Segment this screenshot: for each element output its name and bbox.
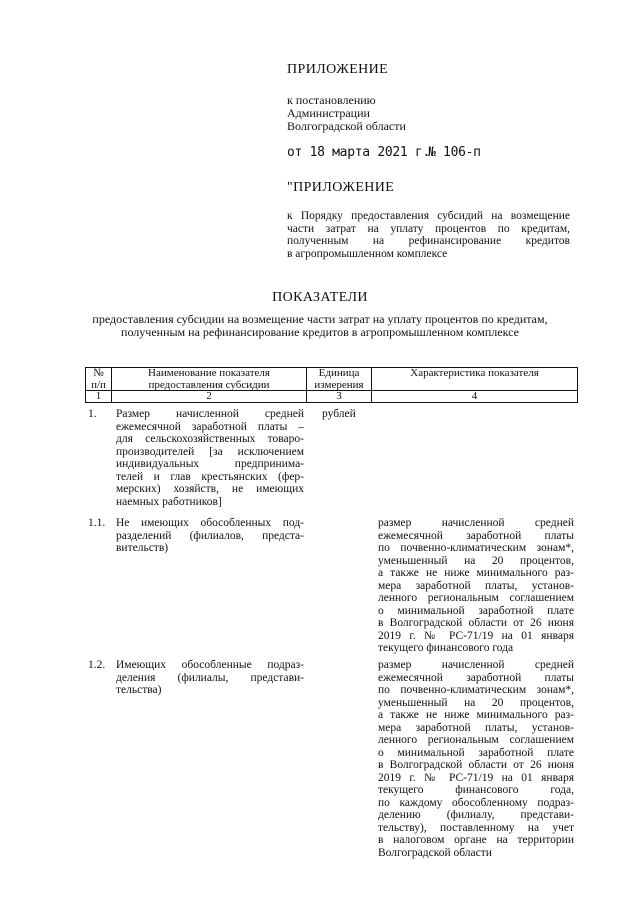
row-indicator-name xyxy=(116,517,304,555)
characteristic-line: а также не ниже минимального раз- xyxy=(378,567,574,579)
characteristic-line: по каждому обособленному подраз- xyxy=(378,796,574,809)
header-unit-label: измерения xyxy=(314,378,364,391)
name-line: индивидуальных предпринима- xyxy=(116,458,304,470)
row-unit: рублей xyxy=(322,408,356,420)
appendix2-title: "ПРИЛОЖЕНИЕ xyxy=(287,180,395,195)
appendix2-line: к Порядку предоставления субсидий на возмещение xyxy=(287,210,570,222)
header-number-label: № xyxy=(93,367,104,379)
characteristic-line: Волгоградской области xyxy=(378,846,492,859)
appendix-number: № 106-п xyxy=(428,145,481,160)
appendix2-line: в агропромышленном комплексе xyxy=(287,247,448,260)
characteristic-line: 2019 г. № РС-71/19 на 01 января xyxy=(378,629,574,642)
characteristic-line: тельству), поставленному на учет xyxy=(378,821,574,834)
characteristic-line: ленного региональным соглашением xyxy=(378,734,574,746)
characteristic-line: размер начисленной средней xyxy=(378,659,574,671)
row-indicator-name xyxy=(116,408,304,508)
heading-subtitle-line2: полученным на рефинансирование кредитов в агропромышленном комплексе xyxy=(121,325,519,339)
characteristic-line: в Волгоградской области от 26 июня xyxy=(378,617,574,629)
name-line: наемных работников] xyxy=(116,495,222,508)
characteristic-line: о минимальной заработной плате xyxy=(378,746,574,759)
name-line: Имеющих обособленные подраз- xyxy=(116,659,304,671)
characteristic-line: текущего финансового года xyxy=(378,642,514,654)
appendix-region-line: Волгоградской области xyxy=(287,119,406,133)
appendix-decree-line: к постановлению xyxy=(287,93,376,107)
name-line: для сельскохозяйственных товаро- xyxy=(116,433,304,445)
characteristic-line: а также не ниже минимального раз- xyxy=(378,709,574,721)
document-heading: ПОКАЗАТЕЛИ xyxy=(272,290,368,305)
row-number: 1.2. xyxy=(88,659,106,671)
name-line: телей и глав крестьянских (фер- xyxy=(116,470,304,483)
appendix-date: от 18 марта 2021 г. xyxy=(287,145,431,160)
row-number: 1.1. xyxy=(88,517,106,529)
characteristic-line: по почвенно-климатическим зонам*, xyxy=(378,684,574,696)
characteristic-line: ежемесячной заработной платы xyxy=(378,529,574,542)
characteristic-line: о минимальной заработной плате xyxy=(378,604,574,617)
characteristic-line: ежемесячной заработной платы xyxy=(378,671,574,684)
characteristic-line: размер начисленной средней xyxy=(378,517,574,529)
appendix-title: ПРИЛОЖЕНИЕ xyxy=(287,62,389,77)
name-line: ежемесячной заработной платы – xyxy=(116,420,304,433)
column-number-cell: 2 xyxy=(111,390,307,403)
characteristic-line: по почвенно-климатическим зонам*, xyxy=(378,542,574,554)
name-line: разделений (филиалов, предста- xyxy=(116,529,304,542)
name-line: вительств) xyxy=(116,542,169,554)
header-cell-characteristic xyxy=(371,367,578,391)
header-number-label: п/п xyxy=(91,378,106,391)
header-name-label: Наименование показателя xyxy=(148,367,270,379)
characteristic-line: ленного региональным соглашением xyxy=(378,592,574,604)
header-cell-unit xyxy=(306,367,372,391)
characteristic-line: мера заработной платы, установ- xyxy=(378,579,574,592)
row-number: 1. xyxy=(88,408,97,420)
name-line: Размер начисленной средней xyxy=(116,408,304,420)
column-number-cell: 1 xyxy=(85,390,112,403)
row-characteristic xyxy=(378,517,574,655)
appendix2-line: полученным на рефинансирование кредитов xyxy=(287,235,570,247)
header-cell-number xyxy=(85,367,112,391)
name-line: мерских) хозяйств, не имеющих xyxy=(116,483,304,495)
header-unit-label: Единица xyxy=(318,367,360,379)
characteristic-line: уменьшенный на 20 процентов, xyxy=(378,554,574,567)
characteristic-line: мера заработной платы, установ- xyxy=(378,721,574,734)
column-number-cell: 4 xyxy=(371,390,578,403)
name-line: деления (филиалы, представи- xyxy=(116,671,304,684)
header-cell-name xyxy=(111,367,307,391)
appendix-admin-line: Администрации xyxy=(287,106,370,120)
characteristic-line: в Волгоградской области от 26 июня xyxy=(378,759,574,771)
header-characteristic-label: Характеристика показателя xyxy=(410,367,539,379)
heading-subtitle-line1: предоставления субсидии на возмещение части затрат на уплату процентов по кредитам, xyxy=(92,312,548,326)
name-line: производителей [за исключением xyxy=(116,445,304,458)
column-number-cell: 3 xyxy=(306,390,372,403)
characteristic-line: в налоговом органе на территории xyxy=(378,834,574,846)
characteristic-line: делению (филиалу, представи- xyxy=(378,809,574,821)
row-indicator-name xyxy=(116,659,304,697)
name-line: Не имеющих обособленных под- xyxy=(116,517,304,529)
name-line: тельства) xyxy=(116,684,162,696)
header-name-label: предоставления субсидии xyxy=(148,378,270,391)
row-characteristic xyxy=(378,659,574,859)
appendix2-line: части затрат на уплату процентов по кредитам, xyxy=(287,222,570,235)
characteristic-line: уменьшенный на 20 процентов, xyxy=(378,696,574,709)
characteristic-line: 2019 г. № РС-71/19 на 01 января xyxy=(378,771,574,784)
appendix2-text xyxy=(287,210,570,260)
characteristic-line: текущего финансового года, xyxy=(378,784,574,796)
